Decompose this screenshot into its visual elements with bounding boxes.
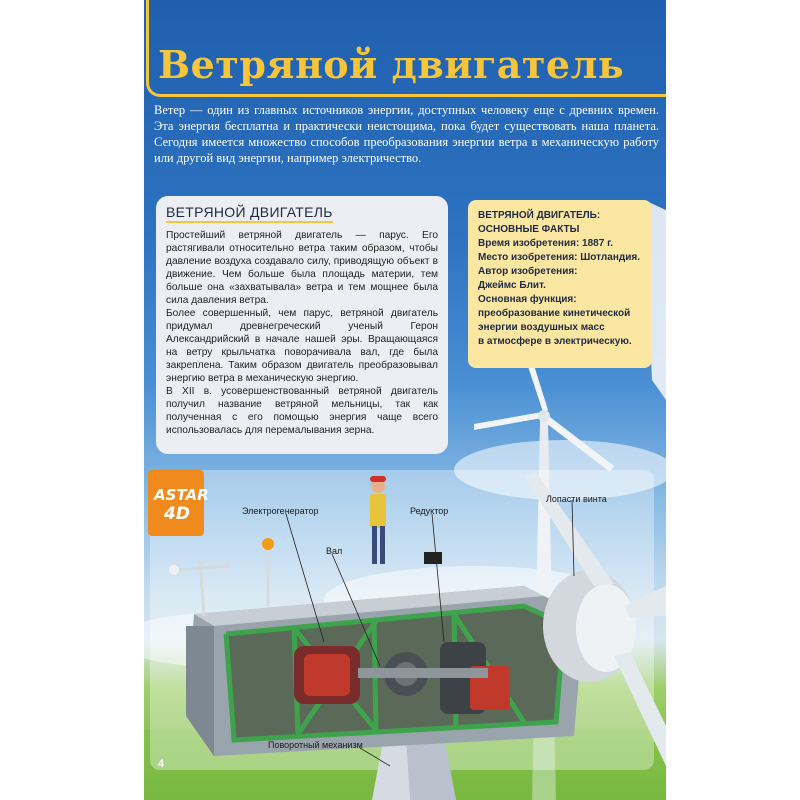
badge-text: ASTAR xyxy=(154,486,209,504)
nacelle-cutaway-illustration xyxy=(144,466,666,800)
label-blades: Лопасти винта xyxy=(546,494,607,504)
info-textbox xyxy=(156,196,448,454)
facts-line: ВЕТРЯНОЙ ДВИГАТЕЛЬ: xyxy=(478,210,601,221)
label-shaft: Вал xyxy=(326,546,343,556)
textbox-paragraph-2: Более совершенный, чем парус, ветряной двигатель придумал древнегреческий ученый Герон Александрийский в начале нашей эры. Вращающаяся на ветру крыльчатка поворачивала вал, где была закреплена. Таким образом двигатель преобразовывал энергию ветра в механическую энергию. xyxy=(166,308,438,384)
facts-line: в атмосфере в электрическую. xyxy=(478,336,632,347)
facts-line: Время изобретения: 1887 г. xyxy=(478,238,614,249)
astar-4d-badge xyxy=(148,470,209,536)
intro-paragraph: Ветер — один из главных источников энергии, доступных человеку еще с древних времен. Эта энергия бесплатна и практически неистощима, пока будет существовать наша планета. Сегодня имеется множество способов преобразования энергии ветра в механическую работу или другой вид энергии, например электричество. xyxy=(154,103,659,165)
facts-line: Основная функция: xyxy=(478,294,577,305)
key-facts-box xyxy=(468,200,652,368)
label-generator: Электрогенератор xyxy=(242,506,319,516)
textbox-paragraph-3: В XII в. усовершенствованный ветряной двигатель получил название ветряной мельницы, так как полученная с его помощью энергия чаще всего использовалась для перемалывания зерна. xyxy=(166,386,438,436)
label-gearbox: Редуктор xyxy=(410,506,449,516)
textbox-paragraph-1: Простейший ветряной двигатель — парус. Его растягивали относительно ветра таким образом, чтобы давление воздуха создавало силу, приводящую объект в движение. Чем больше была площадь материи, тем больше она «захватывала» ветра и тем мощнее была сила давления ветра. xyxy=(166,230,438,306)
badge-text-4d: 4D xyxy=(164,504,190,524)
textbox-body xyxy=(166,229,438,437)
facts-line: ОСНОВНЫЕ ФАКТЫ xyxy=(478,224,580,235)
facts-line: Место изобретения: Шотландия. xyxy=(478,252,640,263)
facts-line: энергии воздушных масс xyxy=(478,322,605,333)
book-page xyxy=(144,0,666,800)
page-title: Ветряной двигатель xyxy=(158,42,625,87)
textbox-heading: ВЕТРЯНОЙ ДВИГАТЕЛЬ xyxy=(166,204,333,223)
facts-line: преобразование кинетической xyxy=(478,308,631,319)
facts-line: Джеймс Блит. xyxy=(478,280,546,291)
label-yaw-mechanism: Поворотный механизм xyxy=(268,740,363,750)
page-number: 4 xyxy=(158,758,165,770)
facts-line: Автор изобретения: xyxy=(478,266,578,277)
